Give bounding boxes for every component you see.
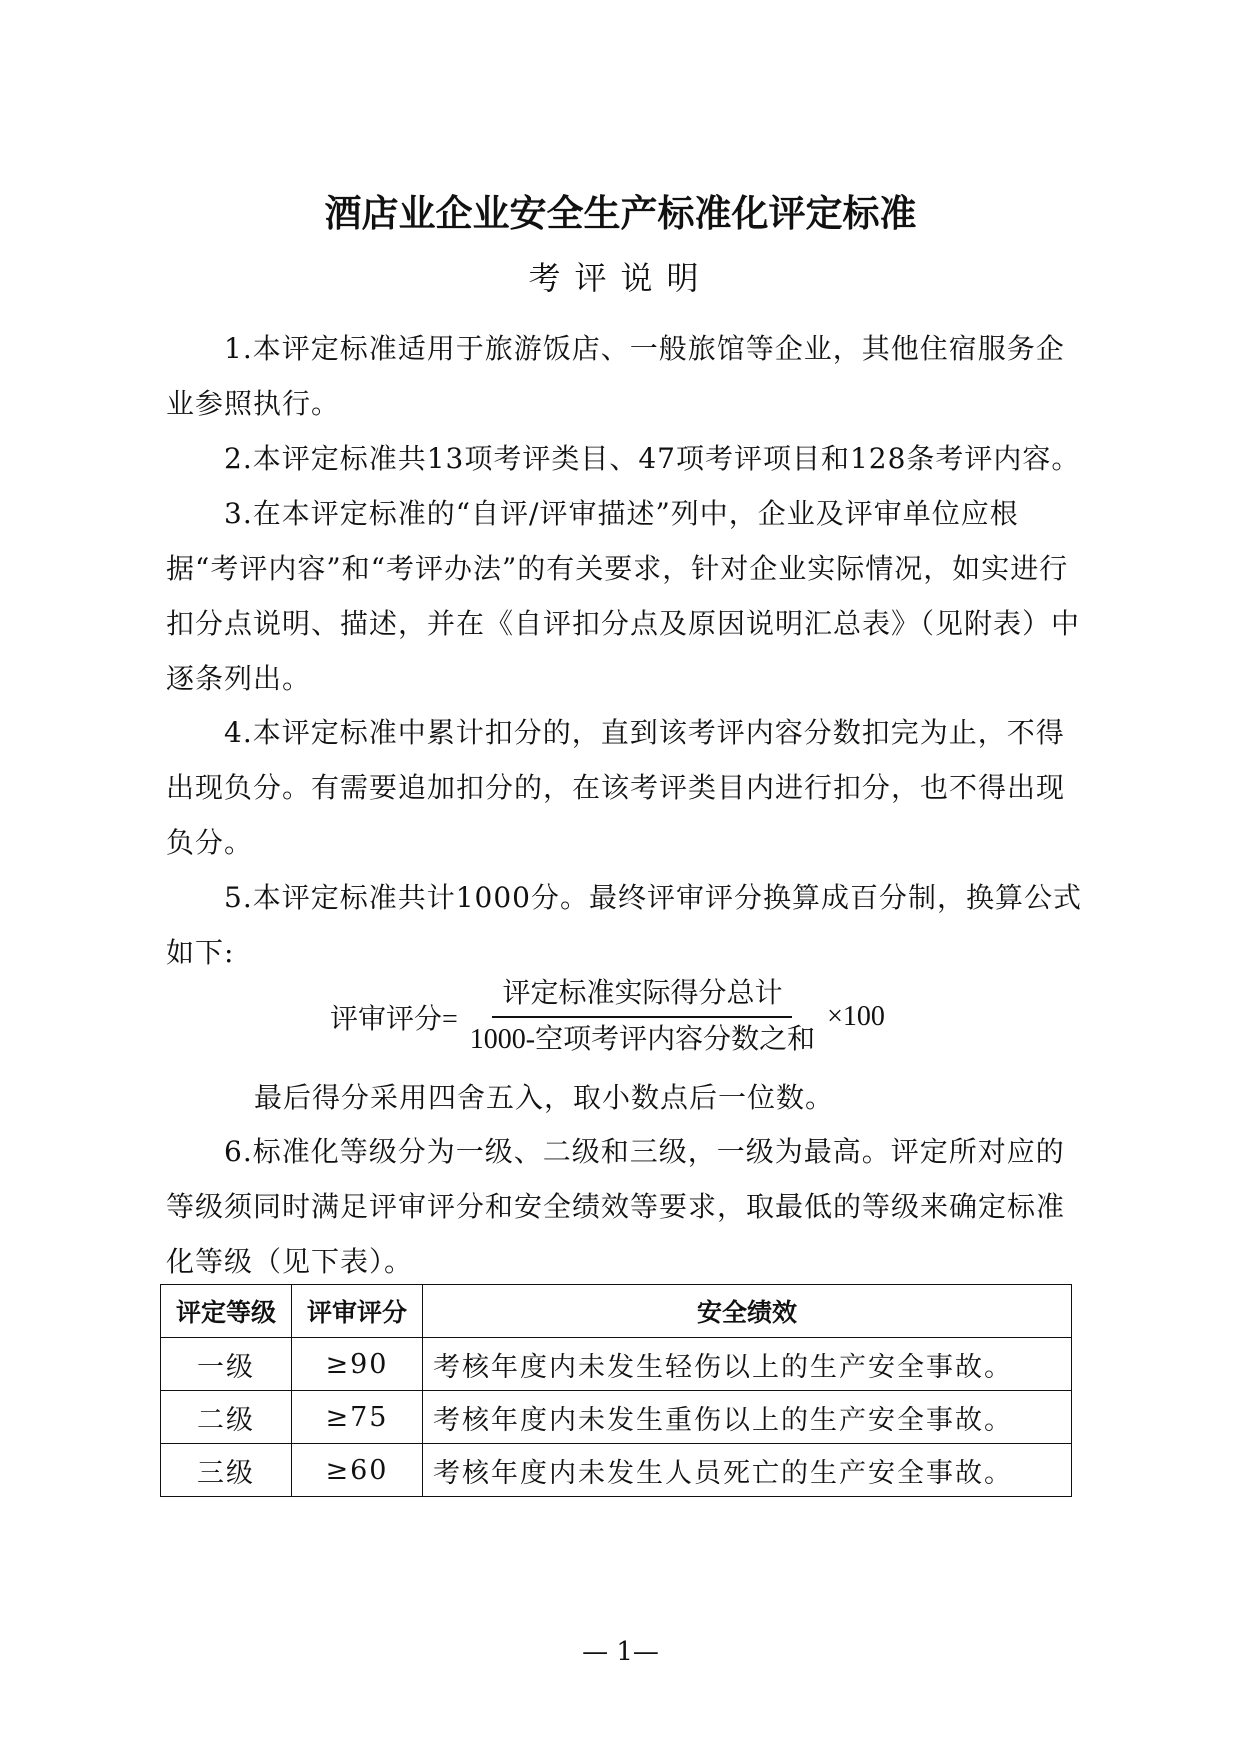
page-number: — 1— xyxy=(582,1637,659,1667)
formula-numerator: 评定标准实际得分总计 xyxy=(492,976,792,1018)
formula-denominator: 1000-空项考评内容分数之和 xyxy=(469,1024,816,1055)
cell-performance: 考核年度内未发生人员死亡的生产安全事故。 xyxy=(423,1444,1072,1497)
header-score: 评审评分 xyxy=(292,1285,423,1338)
header-grade: 评定等级 xyxy=(161,1285,292,1338)
table-header-row xyxy=(161,1285,1072,1338)
paragraph-5: 5.本评定标准共计1000分。最终评审评分换算成百分制，换算公式如下: xyxy=(166,881,1082,969)
paragraph-3: 3.在本评定标准的“自评/评审描述”列中，企业及评审单位应根据“考评内容”和“考评办法”的有关要求，针对企业实际情况，如实进行扣分点说明、描述，并在《自评扣分点及原因说明汇总表》（见附表）中逐条列出。 xyxy=(166,497,1081,695)
formula-fraction xyxy=(460,976,825,1058)
table-row xyxy=(161,1444,1072,1497)
cell-score: ≥60 xyxy=(292,1444,423,1497)
cell-grade: 一级 xyxy=(161,1338,292,1391)
cell-score: ≥90 xyxy=(292,1338,423,1391)
header-performance: 安全绩效 xyxy=(423,1285,1072,1338)
paragraph-4: 4.本评定标准中累计扣分的，直到该考评内容分数扣完为止，不得出现负分。有需要追加扣分的，在该考评类目内进行扣分，也不得出现负分。 xyxy=(166,716,1066,859)
formula-lhs: 评审评分= xyxy=(330,1004,458,1035)
cell-performance: 考核年度内未发生轻伤以上的生产安全事故。 xyxy=(423,1338,1072,1391)
paragraph-1: 1.本评定标准适用于旅游饭店、一般旅馆等企业，其他住宿服务企业参照执行。 xyxy=(166,332,1065,420)
paragraph-2: 2.本评定标准共13项考评类目、47项考评项目和128条考评内容。 xyxy=(224,442,1081,475)
score-formula xyxy=(330,972,885,1062)
cell-grade: 二级 xyxy=(161,1391,292,1444)
cell-performance: 考核年度内未发生重伤以上的生产安全事故。 xyxy=(423,1391,1072,1444)
grade-table xyxy=(160,1284,1072,1497)
table-row xyxy=(161,1338,1072,1391)
document-title: 酒店业企业安全生产标准化评定标准 xyxy=(324,191,917,235)
formula-multiplier: ×100 xyxy=(827,1001,885,1032)
paragraph-6: 6.标准化等级分为一级、二级和三级，一级为最高。评定所对应的等级须同时满足评审评分和安全绩效等要求，取最低的等级来确定标准化等级（见下表）。 xyxy=(166,1135,1066,1278)
cell-grade: 三级 xyxy=(161,1444,292,1497)
rounding-note: 最后得分采用四舍五入，取小数点后一位数。 xyxy=(254,1081,835,1114)
document-subtitle: 考评说明 xyxy=(528,259,713,297)
table-row xyxy=(161,1391,1072,1444)
cell-score: ≥75 xyxy=(292,1391,423,1444)
